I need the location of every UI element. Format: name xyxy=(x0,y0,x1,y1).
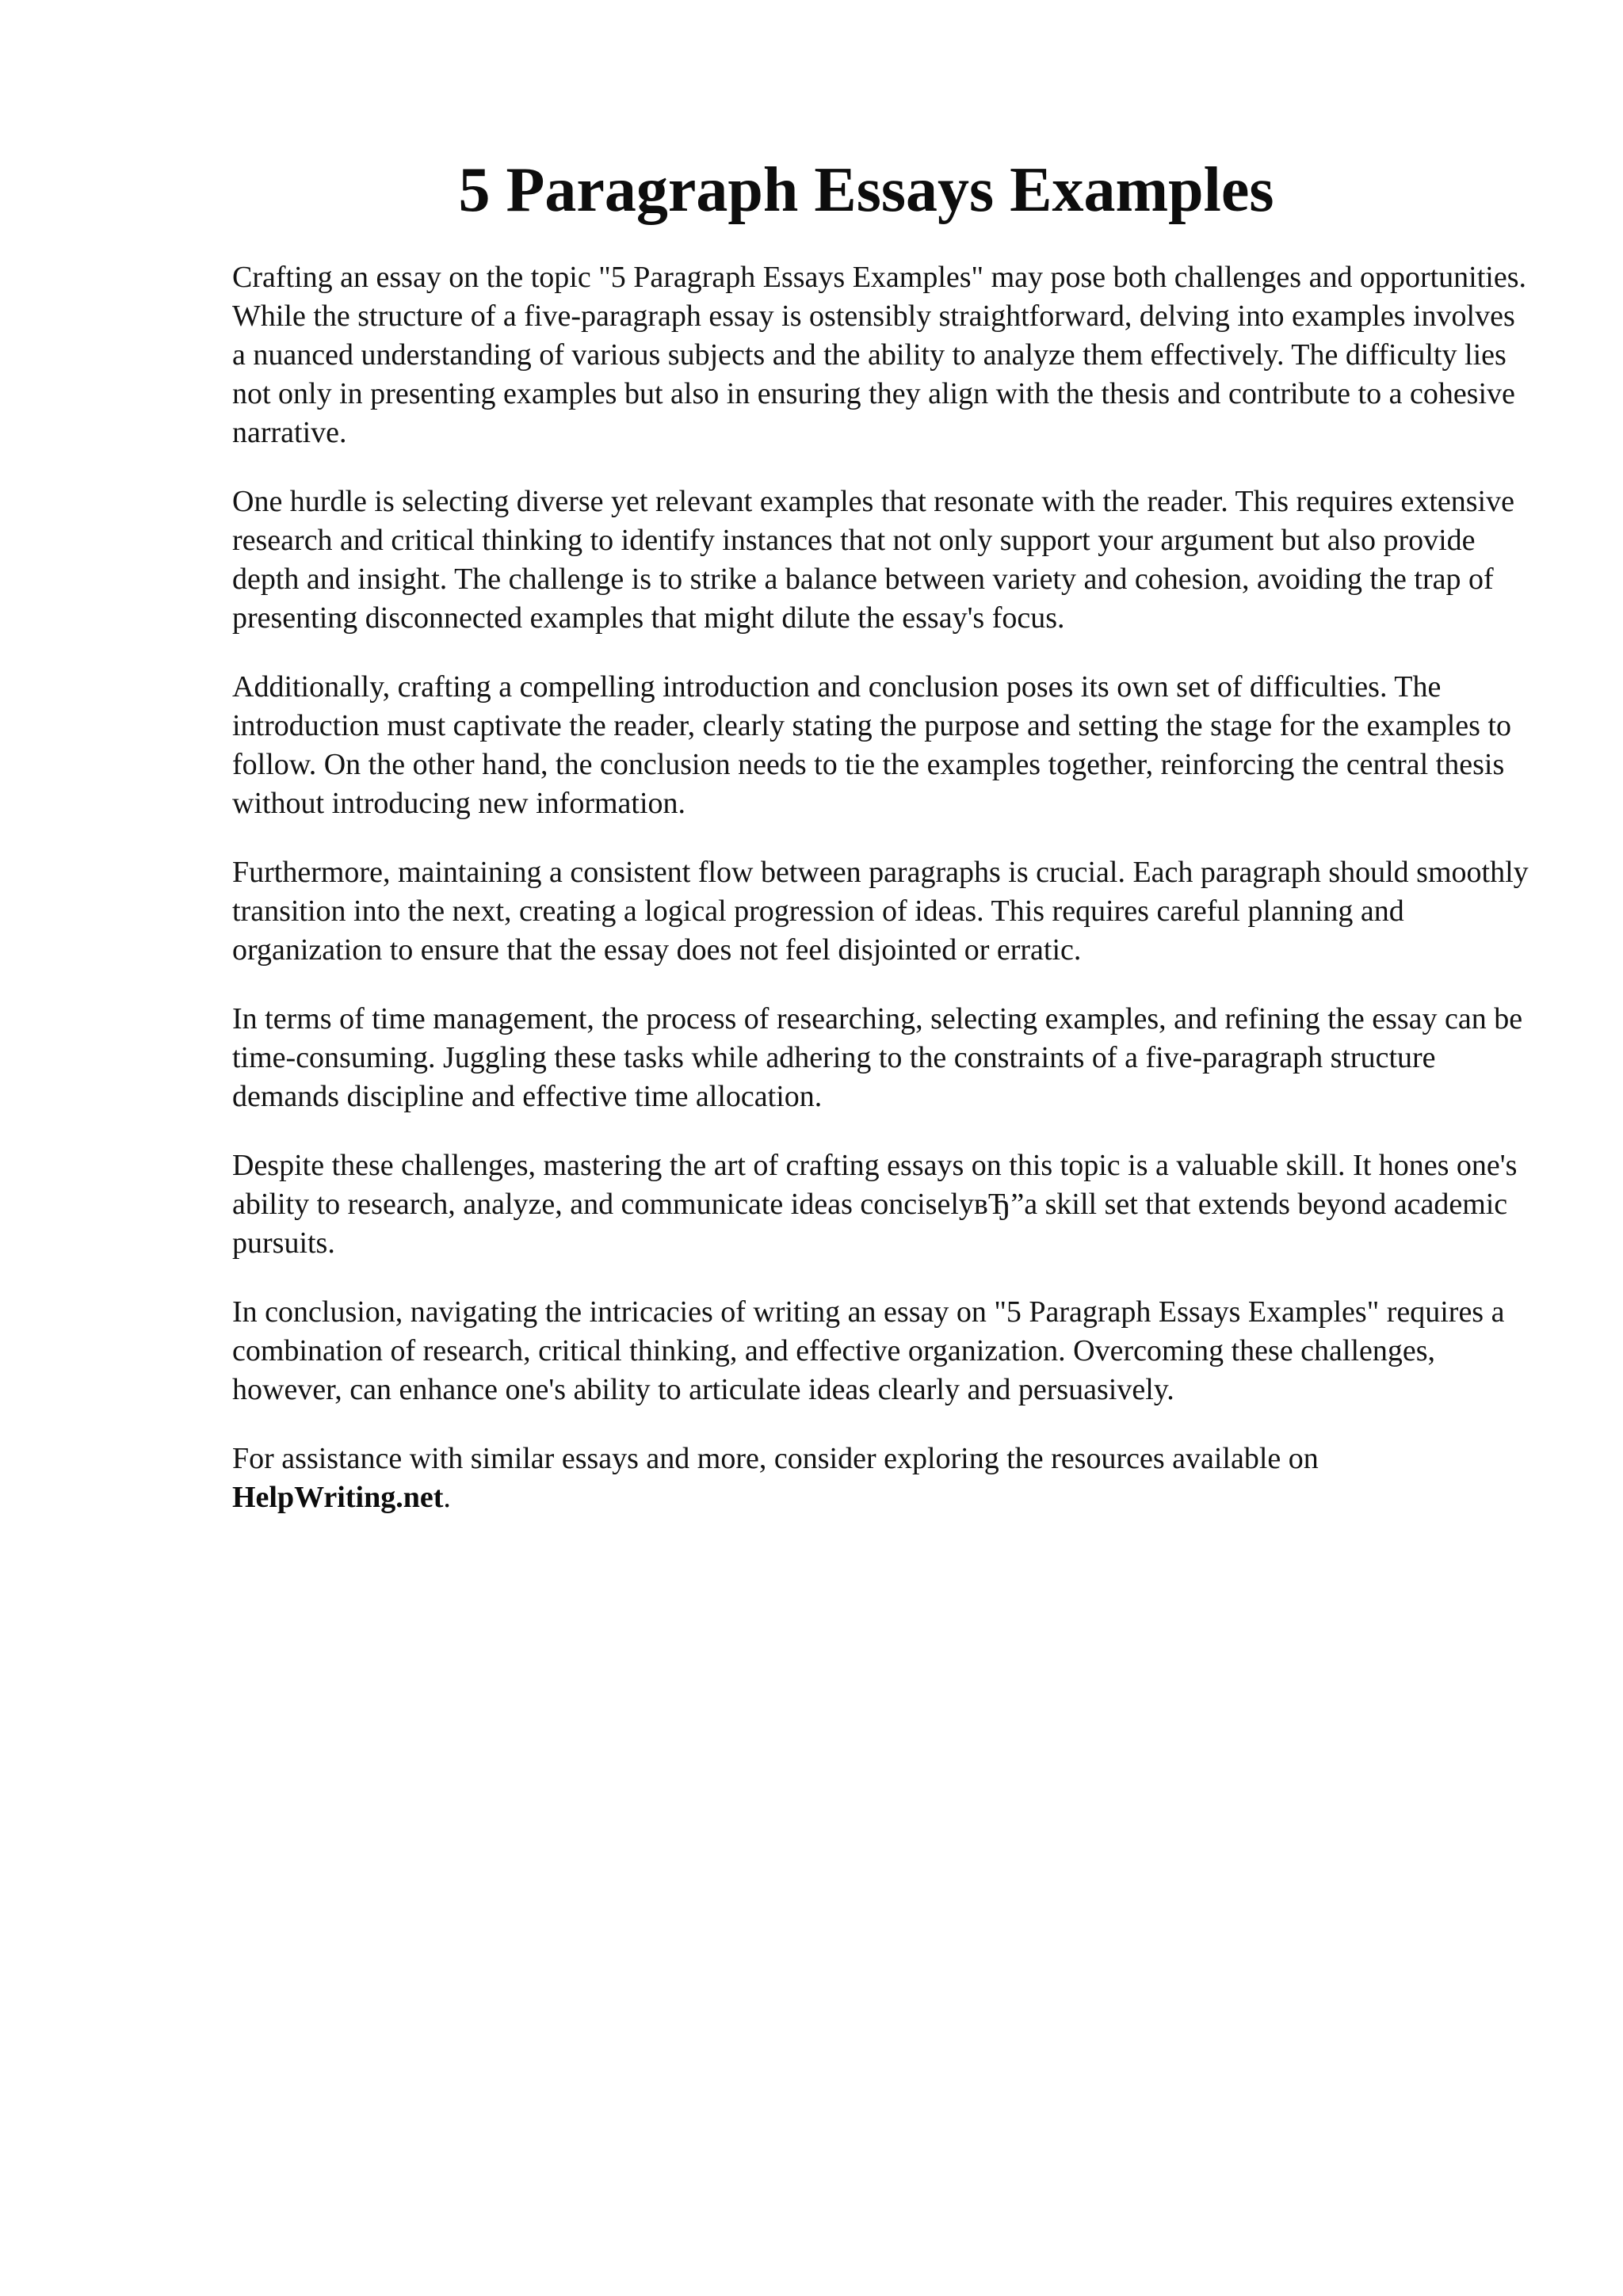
paragraph-7: In conclusion, navigating the intricacies of writing an essay on "5 Paragraph Essays Examples" requires a combination of research, critical thinking, and effective organization. Overcoming these challenges, however, can enhance one's ability to articulate ideas clearly and persuasively. xyxy=(232,1295,1505,1406)
document-content xyxy=(232,151,1532,1547)
paragraph-1: Crafting an essay on the topic "5 Paragraph Essays Examples" may pose both challenges and opportunities. While the structure of a five-paragraph essay is ostensibly straightforward, delving into examples involves a nuanced understanding of various subjects and the ability to analyze them effectively. The difficulty lies not only in presenting examples but also in ensuring they align with the thesis and contribute to a cohesive narrative. xyxy=(232,261,1526,449)
paragraph-2: One hurdle is selecting diverse yet relevant examples that resonate with the reader. This requires extensive research and critical thinking to identify instances that not only support your argument but also provide depth and insight. The challenge is to strike a balance between variety and cohesion, avoiding the trap of presenting disconnected examples that might dilute the essay's focus. xyxy=(232,485,1514,635)
paragraph-4: Furthermore, maintaining a consistent flow between paragraphs is crucial. Each paragraph should smoothly transition into the next, creating a logical progression of ideas. This requires careful planning and organization to ensure that the essay does not feel disjointed or erratic. xyxy=(232,856,1529,967)
closing-text: For assistance with similar essays and more, consider exploring the resources available on xyxy=(232,1442,1319,1475)
document-body xyxy=(232,258,1532,1517)
brand-link[interactable]: HelpWriting.net xyxy=(232,1481,444,1514)
paragraph-5: In terms of time management, the process of researching, selecting examples, and refining the essay can be time-consuming. Juggling these tasks while adhering to the constraints of a five-paragraph structure demands discipline and effective time allocation. xyxy=(232,1002,1523,1113)
paragraph-3: Additionally, crafting a compelling introduction and conclusion poses its own set of difficulties. The introduction must captivate the reader, clearly stating the purpose and setting the stage for the examples to follow. On the other hand, the conclusion needs to tie the examples together, reinforcing the central thesis without introducing new information. xyxy=(232,670,1512,820)
closing-paragraph xyxy=(232,1440,1532,1517)
paragraph-6: Despite these challenges, mastering the art of crafting essays on this topic is a valuable skill. It hones one's ability to research, analyze, and communicate ideas conciselyвЂ”a skill set that extends beyond academic pursuits. xyxy=(232,1149,1518,1260)
document-title: 5 Paragraph Essays Examples xyxy=(458,155,1274,225)
closing-suffix: . xyxy=(443,1481,451,1514)
